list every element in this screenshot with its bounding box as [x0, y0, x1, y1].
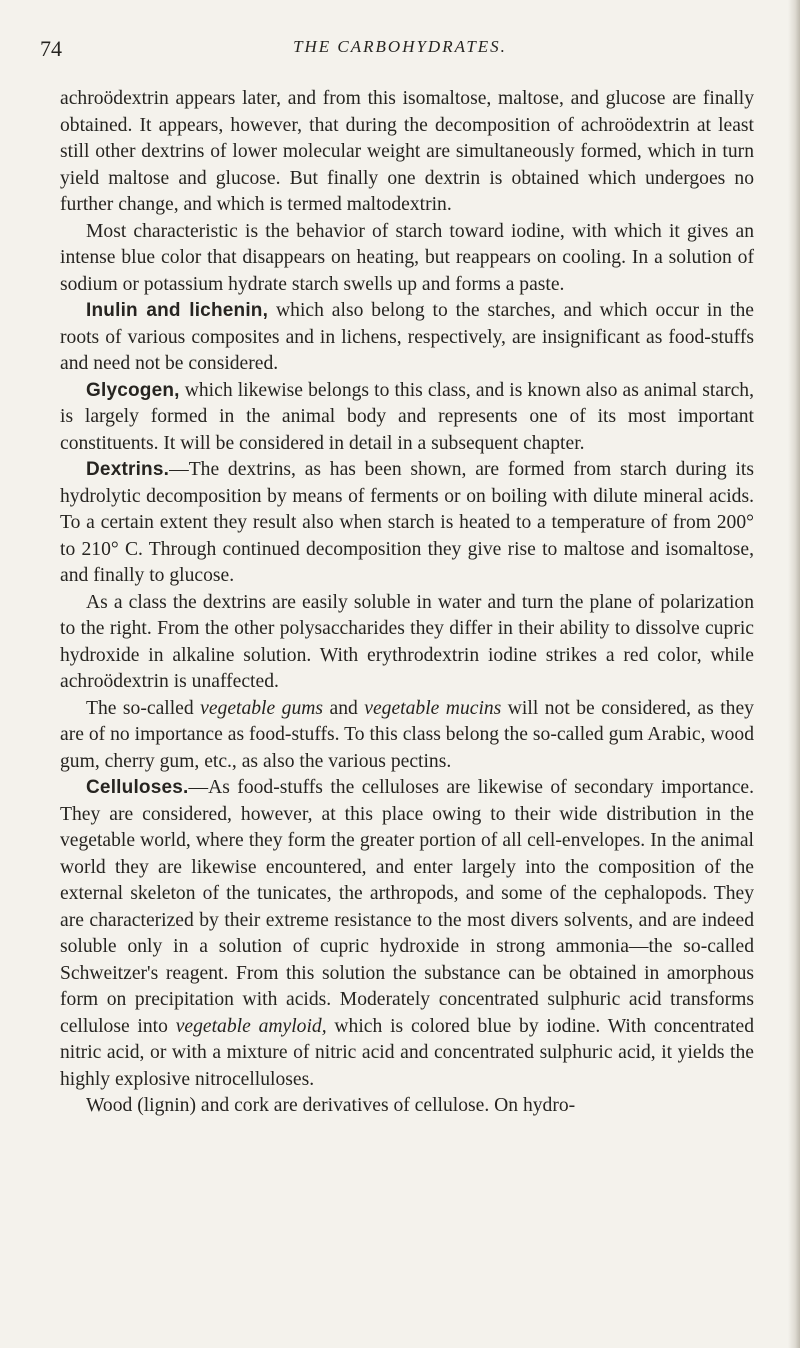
paragraph-inulin-lichenin — [60, 298, 754, 378]
heading-inulin-lichenin: Inulin and lichenin, — [86, 300, 269, 321]
paragraph-glycogen — [60, 378, 754, 458]
heading-celluloses: Celluloses. — [86, 777, 189, 798]
paragraph-text: will not be considered, as they are of no importance as food-stuffs. To this class belong the so-called gum Arabic, wood gum, cherry gum, etc., as also the various pectins. — [60, 697, 754, 772]
paragraph-text: —The dextrins, as has been shown, are formed from starch during its hydrolytic decomposition by means of ferments or on boiling with dilute mineral acids. To a certain extent they result also when starch is heated to a temperature of from 200° to 210° C. Through continued decomposition they give rise to maltose and isomaltose, and finally to glucose. — [60, 459, 754, 586]
paragraph-dextrins-class: As a class the dextrins are easily soluble in water and turn the plane of polarization to the right. From the other polysaccharides they differ in their ability to dissolve cupric hydroxide in alkaline solution. With erythrodextrin iodine strikes a red color, while achroödextrin is unaffected. — [60, 591, 754, 692]
paragraph-maltodextrin: achroödextrin appears later, and from this isomaltose, maltose, and glucose are finally obtained. It appears, however, that during the decomposition of achroödextrin at least still other dextrins of lower molecular weight are simultaneously formed, which in turn yield maltose and glucose. But finally one dextrin is obtained which undergoes no further change, and which is termed maltodextrin. — [60, 88, 754, 215]
paragraph-celluloses — [60, 775, 754, 1093]
paragraph-text: The so-called — [86, 697, 201, 719]
page-edge-shadow — [788, 0, 800, 1348]
paragraph-wood-cork: Wood (lignin) and cork are derivatives of cellulose. On hydro- — [86, 1095, 576, 1116]
page-number: 74 — [40, 36, 62, 61]
heading-glycogen: Glycogen, — [86, 379, 180, 401]
paragraph-dextrins — [60, 457, 754, 590]
paragraph-gums-mucins — [60, 696, 754, 776]
paragraph-text: which also belong to the starches, and which occur in the roots of various composites and in lichens, respectively, are insignificant as food-stuffs and need not be considered. — [60, 300, 754, 374]
paragraph-text: which likewise belongs to this class, and is known also as animal starch, is largely formed in the animal body and represents one of its most important constituents. It will be considered in detail in a subsequent chapter. — [60, 379, 754, 454]
italic-term: vegetable gums — [200, 697, 324, 719]
paragraph-starch-iodine: Most characteristic is the behavior of starch toward iodine, with which it gives an intense blue color that disappears on heating, but reappears on cooling. In a solution of sodium or potassium hydrate starch swells up and forms a paste. — [60, 220, 754, 295]
paragraph-text: and — [323, 697, 365, 719]
body-text — [60, 86, 754, 1120]
paragraph-text: —As food-stuffs the celluloses are likewise of secondary importance. They are considered, however, at this place owing to their wide distribution in the vegetable world, where they form the greater portion of all cell-envelopes. In the animal world they are likewise encountered, and enter largely into the composition of the external skeleton of the tunicates, the arthropods, and some of the cephalopods. They are characterized by their extreme resistance to the most divers solvents, and are indeed soluble only in a solution of cupric hydroxide in strong ammonia—the so-called Schweitzer's reagent. From this solution the substance can be obtained in amorphous form on precipitation with acids. Moderately concentrated sulphuric acid transforms cellulose into — [60, 777, 754, 1037]
running-head: THE CARBOHYDRATES. — [293, 37, 507, 56]
page-header — [40, 36, 760, 66]
paragraph-text: which is colored blue by iodine. With concentrated nitric acid, or with a mixture of nitric acid and concentrated sulphuric acid, it yields the highly explosive nitrocelluloses. — [60, 1015, 754, 1090]
italic-term: vegetable mucins — [364, 697, 502, 719]
heading-dextrins: Dextrins. — [86, 459, 170, 480]
italic-term: vegetable amyloid, — [175, 1015, 327, 1037]
